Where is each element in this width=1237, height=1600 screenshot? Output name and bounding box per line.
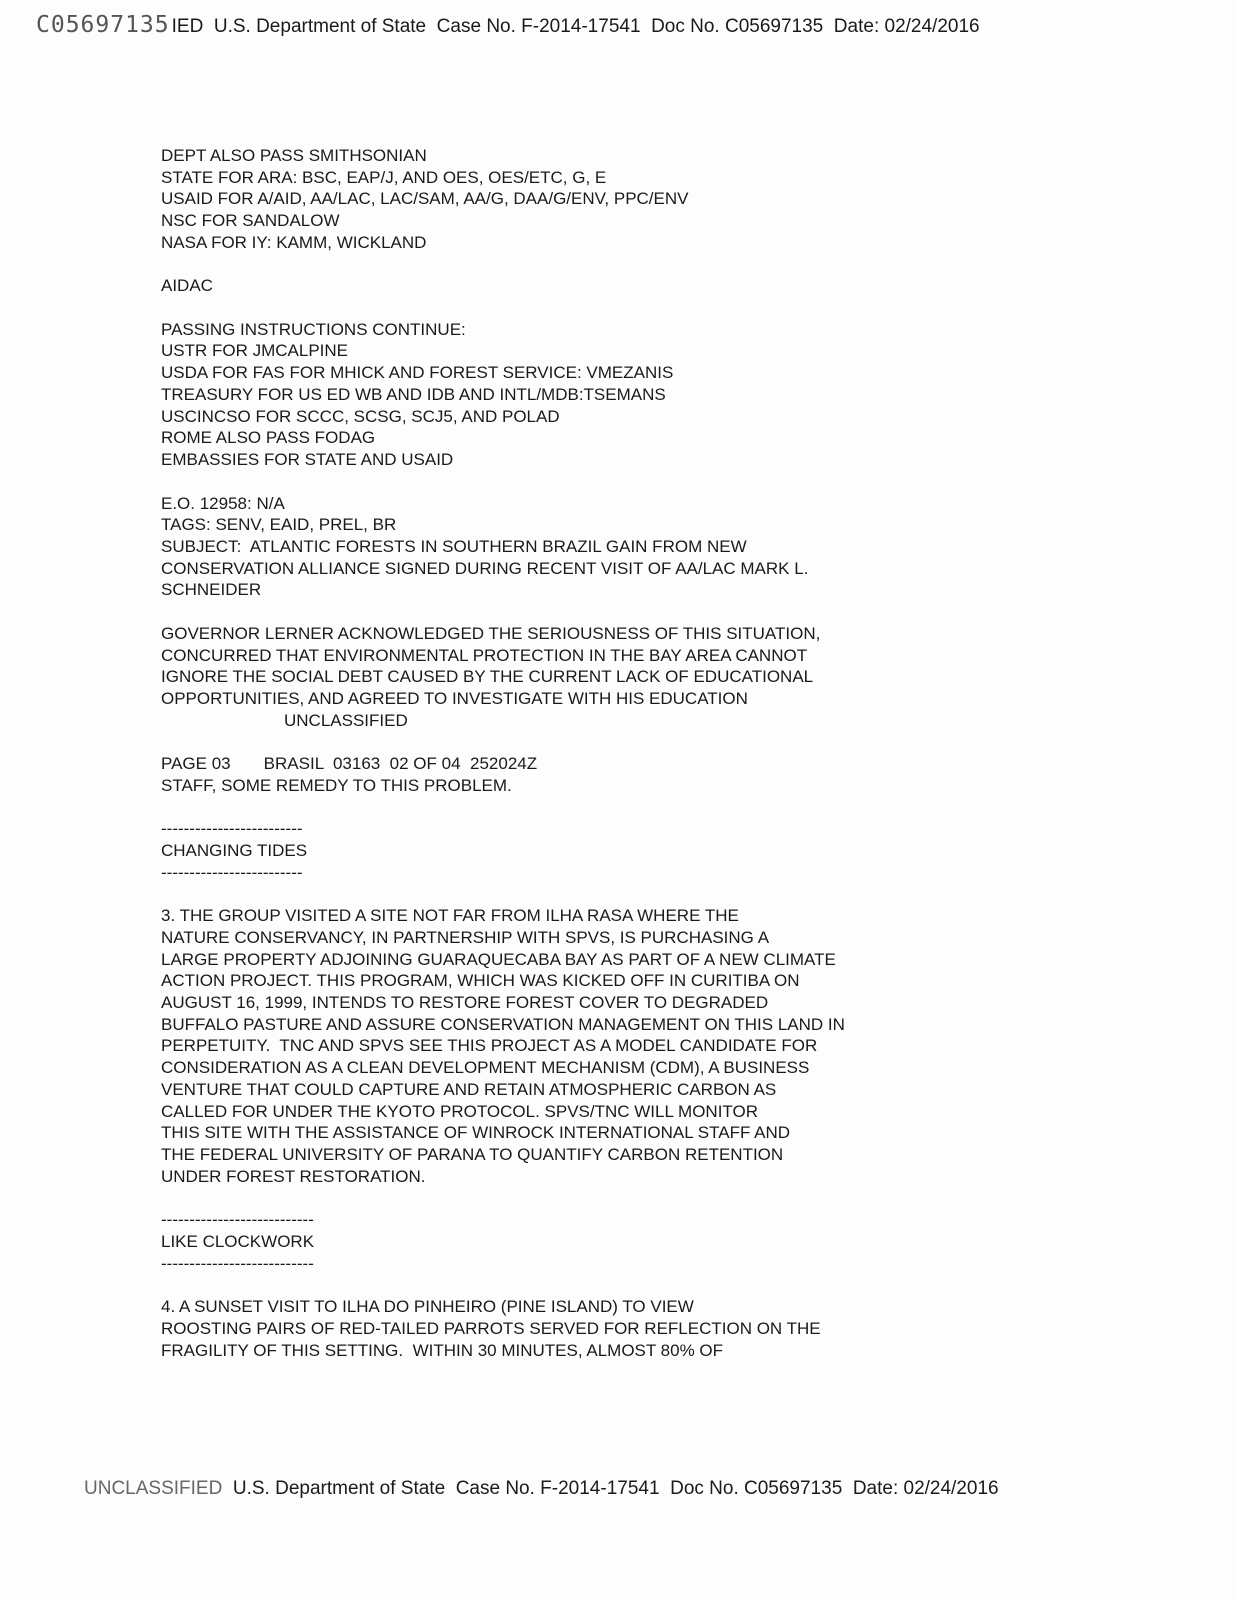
text-line: CONSERVATION ALLIANCE SIGNED DURING RECENT VISIT OF AA/LAC MARK L. [161,558,809,578]
page-header-line: PAGE 03 BRASIL 03163 02 OF 04 252024Z [161,754,538,774]
section-title: LIKE CLOCKWORK [161,1231,315,1251]
text-line: OPPORTUNITIES, AND AGREED TO INVESTIGATE WITH HIS EDUCATION [161,688,748,708]
text-line: TAGS: SENV, EAID, PREL, BR [161,515,397,535]
text-line: VENTURE THAT COULD CAPTURE AND RETAIN ATMOSPHERIC CARBON AS [161,1079,777,1099]
page-classification: UNCLASSIFIED [284,710,408,730]
text-line: TREASURY FOR US ED WB AND IDB AND INTL/MDB:TSEMANS [161,384,666,404]
text-line: PERPETUITY. TNC AND SPVS SEE THIS PROJECT AS A MODEL CANDIDATE FOR [161,1036,818,1056]
section-heading-changing-tides [161,818,845,883]
text-line: UNDER FOREST RESTORATION. [161,1166,426,1186]
text-line: 4. A SUNSET VISIT TO ILHA DO PINHEIRO (PINE ISLAND) TO VIEW [161,1297,694,1317]
text-line: IGNORE THE SOCIAL DEBT CAUSED BY THE CURRENT LACK OF EDUCATIONAL [161,667,814,687]
text-line: SUBJECT: ATLANTIC FORESTS IN SOUTHERN BRAZIL GAIN FROM NEW [161,536,747,556]
aidac-block [161,275,845,297]
text-line: THE FEDERAL UNIVERSITY OF PARANA TO QUANTIFY CARBON RETENTION [161,1145,784,1165]
distribution-block [161,145,845,254]
section-title: CHANGING TIDES [161,841,308,860]
governor-lines [161,623,845,710]
text-line: NASA FOR IY: KAMM, WICKLAND [161,232,427,252]
paragraph-4 [161,1296,845,1361]
aidac: AIDAC [161,276,213,296]
text-line: USCINCSO FOR SCCC, SCSG, SCJ5, AND POLAD [161,406,560,426]
page-break-block [161,753,845,796]
text-line: USTR FOR JMCALPINE [161,341,349,361]
text-line: CONSIDERATION AS A CLEAN DEVELOPMENT MECHANISM (CDM), A BUSINESS [161,1058,810,1078]
text-line: DEPT ALSO PASS SMITHSONIAN [161,146,427,165]
subject-block [161,493,845,602]
section-heading-like-clockwork [161,1209,845,1274]
paragraph-3 [161,905,845,1187]
rule-top: ------------------------- [161,819,303,839]
footer-text: U.S. Department of State Case No. F-2014-17541 Doc No. C05697135 Date: 02/24/2016 [222,1478,999,1499]
text-line: ROME ALSO PASS FODAG [161,428,376,448]
text-line: ACTION PROJECT. THIS PROGRAM, WHICH WAS KICKED OFF IN CURITIBA ON [161,971,800,991]
page-header [36,12,980,38]
footer-classification: UNCLASSIFIED [84,1478,223,1499]
continued-text: STAFF, SOME REMEDY TO THIS PROBLEM. [161,775,512,795]
text-line: USAID FOR A/AID, AA/LAC, LAC/SAM, AA/G, DAA/G/ENV, PPC/ENV [161,189,689,209]
text-line: E.O. 12958: N/A [161,493,285,513]
rule-bottom: --------------------------- [161,1253,314,1273]
text-line: NATURE CONSERVANCY, IN PARTNERSHIP WITH SPVS, IS PURCHASING A [161,927,770,947]
text-line: PASSING INSTRUCTIONS CONTINUE: [161,319,466,339]
text-line: STATE FOR ARA: BSC, EAP/J, AND OES, OES/ETC, G, E [161,167,607,187]
rule-bottom: ------------------------- [161,862,303,882]
text-line: THIS SITE WITH THE ASSISTANCE OF WINROCK INTERNATIONAL STAFF AND [161,1123,791,1143]
text-line: 3. THE GROUP VISITED A SITE NOT FAR FROM ILHA RASA WHERE THE [161,906,739,926]
text-line: ROOSTING PAIRS OF RED-TAILED PARROTS SERVED FOR REFLECTION ON THE [161,1318,821,1338]
passing-instructions [161,319,845,471]
text-line: GOVERNOR LERNER ACKNOWLEDGED THE SERIOUSNESS OF THIS SITUATION, [161,623,821,643]
document-body [161,145,845,1383]
text-line: AUGUST 16, 1999, INTENDS TO RESTORE FOREST COVER TO DEGRADED [161,993,769,1013]
text-line: LARGE PROPERTY ADJOINING GUARAQUECABA BAY AS PART OF A NEW CLIMATE [161,949,836,969]
document-stamp: C05697135 [36,12,170,38]
text-line: USDA FOR FAS FOR MHICK AND FOREST SERVICE: VMEZANIS [161,363,674,383]
text-line: CONCURRED THAT ENVIRONMENTAL PROTECTION IN THE BAY AREA CANNOT [161,645,808,665]
header-text: IED U.S. Department of State Case No. F-2014-17541 Doc No. C05697135 Date: 02/24/2016 [171,16,980,37]
governor-paragraph [161,623,845,732]
rule-top: --------------------------- [161,1210,314,1230]
text-line: FRAGILITY OF THIS SETTING. WITHIN 30 MINUTES, ALMOST 80% OF [161,1340,724,1360]
text-line: SCHNEIDER [161,580,262,600]
page-footer [84,1478,999,1500]
text-line: BUFFALO PASTURE AND ASSURE CONSERVATION MANAGEMENT ON THIS LAND IN [161,1014,845,1034]
text-line: CALLED FOR UNDER THE KYOTO PROTOCOL. SPVS/TNC WILL MONITOR [161,1101,758,1121]
text-line: EMBASSIES FOR STATE AND USAID [161,450,454,470]
text-line: NSC FOR SANDALOW [161,211,340,231]
